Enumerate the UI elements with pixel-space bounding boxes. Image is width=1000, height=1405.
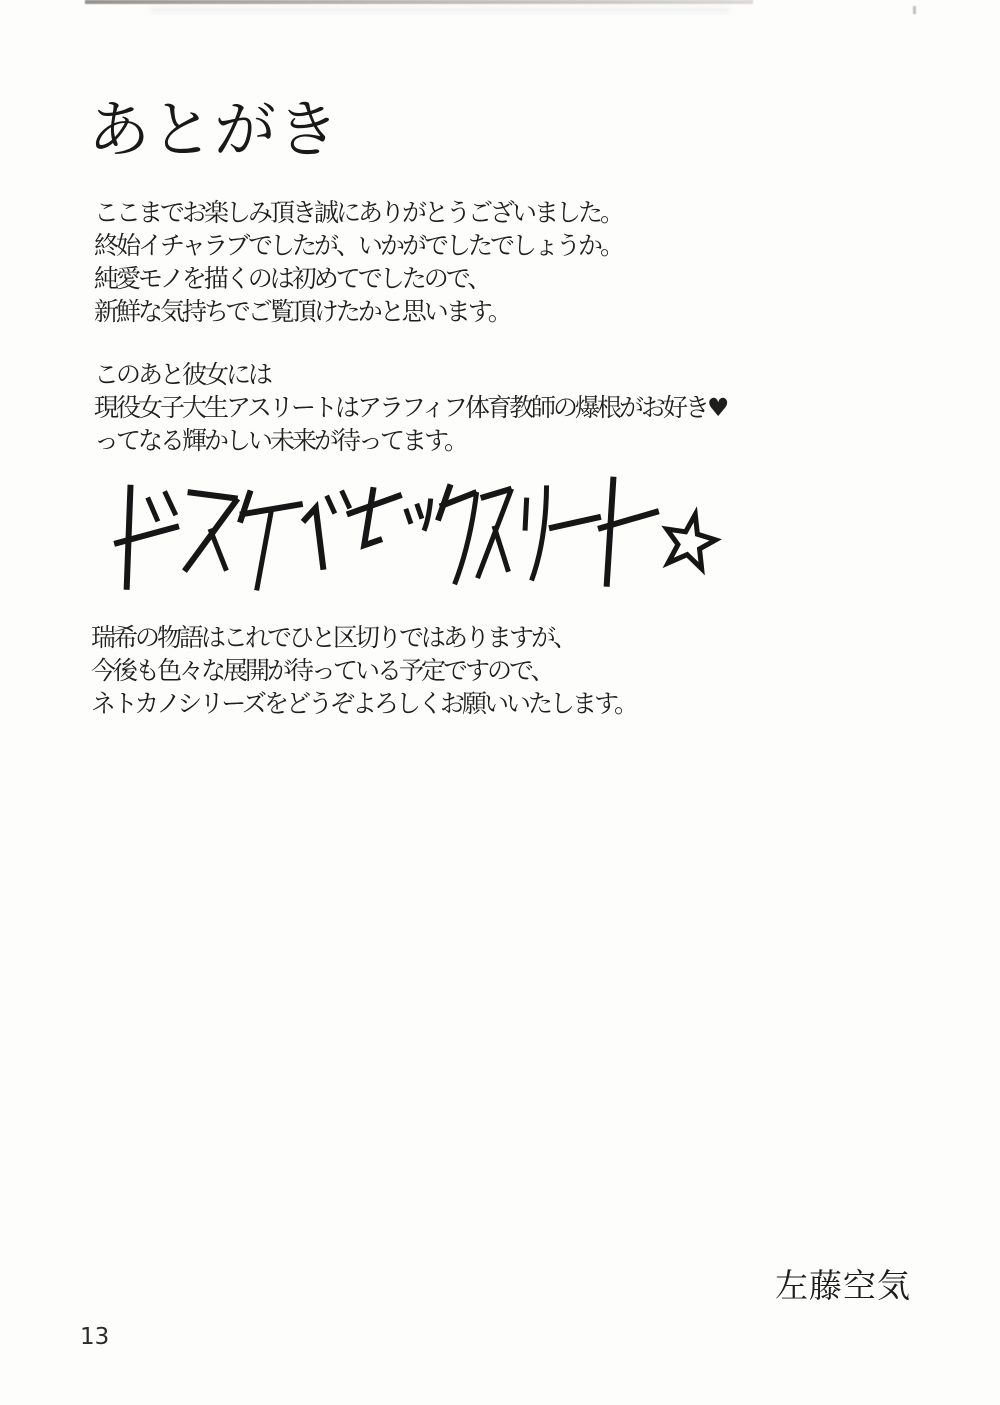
paragraph-thanks	[94, 196, 622, 328]
text-line: 今後も色々な展開が待っている予定ですので、	[91, 656, 553, 685]
paragraph-her-future	[94, 358, 726, 457]
text-line: このあと彼女には	[94, 360, 271, 389]
text-line: 現役女子大生アスリートはアラフィフ体育教師の爆根がお好き♥	[94, 393, 727, 422]
text-line: 純愛モノを描くのは初めてでしたので、	[94, 264, 490, 293]
scan-artifact-dot	[913, 6, 916, 14]
scan-artifact-smudge	[150, 7, 730, 13]
scan-artifact-top-strip	[85, 0, 753, 4]
page-number: 13	[80, 1324, 110, 1350]
paragraph-series	[91, 621, 636, 720]
text-line: ここまでお楽しみ頂き誠にありがとうございました。	[94, 198, 623, 227]
text-line: 終始イチャラブでしたが、いかがでしたでしょうか。	[94, 231, 623, 260]
text-line: ネトカノシリーズをどうぞよろしくお願いいたします。	[91, 689, 637, 718]
handwritten-note-strokes	[103, 454, 724, 600]
text-line: 瑞希の物語はこれでひと区切りではありますが、	[91, 623, 576, 652]
page-title: あとがき	[88, 93, 341, 166]
text-line: ってなる輝かしい未来が待ってます。	[94, 426, 467, 455]
handwritten-note	[103, 454, 724, 600]
author-signature: 左藤空気	[775, 1266, 911, 1305]
text-line: 新鮮な気持ちでご覧頂けたかと思います。	[94, 297, 510, 326]
